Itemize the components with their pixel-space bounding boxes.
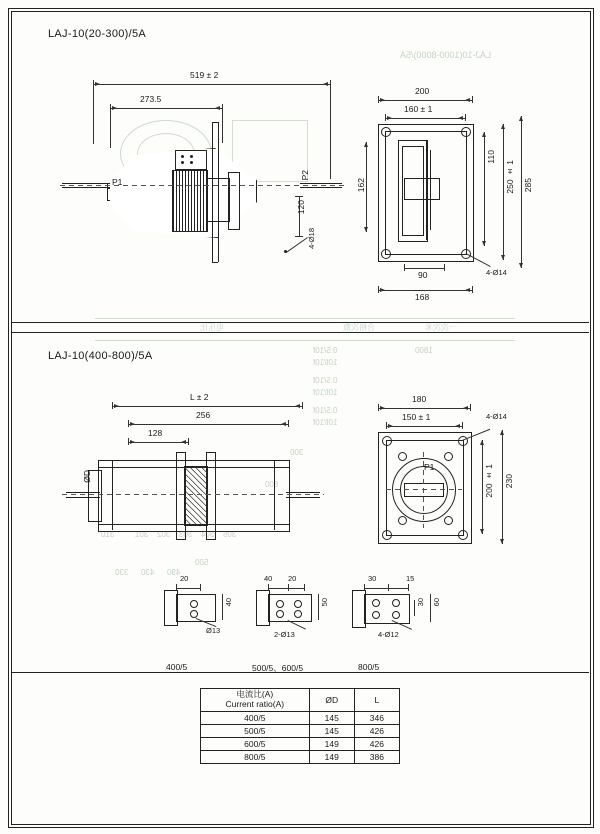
mounting-hole: [381, 249, 391, 259]
detail-c-dim-15: 15: [406, 574, 415, 583]
ghost-table: 一次次米 合格次数 电压比 1800 0.5/10f 10f/10f 0.5/10f 10f/10f 0.5/10f 10f/10f 300 301 302 303 304 305 310 330 430 490 500 600: [95, 318, 515, 638]
detail-c-dim-30b: 30: [416, 598, 425, 607]
spec-table: [200, 688, 400, 764]
dim-160: 160 ± 1: [404, 104, 433, 114]
mounting-hole: [381, 127, 391, 137]
header-ratio-en: Current ratio(A): [225, 698, 285, 709]
dim-110: 110: [486, 150, 496, 164]
winding-hatch: [172, 170, 208, 232]
table-row: [201, 724, 400, 737]
terminal-label-p1-2: P1: [424, 462, 435, 472]
cell-l: 386: [354, 750, 399, 763]
detail-b-hole: 2-Ø13: [274, 630, 295, 639]
dim-90: 90: [418, 270, 428, 280]
detail-b-dim-50: 50: [320, 598, 329, 607]
cell-l: 426: [354, 724, 399, 737]
dim-273-5: 273.5: [140, 94, 162, 104]
mounting-hole: [398, 452, 407, 461]
header-ratio-cn: 电流比(A): [236, 689, 274, 699]
table-row: [201, 711, 400, 724]
ghost-watermark: LAJ-10(1000-8000)/5A: [400, 50, 492, 60]
dim-200: 200: [415, 86, 430, 96]
dim-128: 128: [148, 428, 163, 438]
dim-4-d14-p1: 4-Ø14: [486, 268, 507, 277]
dim-4-d14-p2: 4-Ø14: [486, 412, 507, 421]
cell-d: 149: [309, 750, 354, 763]
dim-162: 162: [356, 178, 366, 193]
dim-OD: ØD: [82, 470, 92, 483]
cell-ratio: 600/5: [201, 737, 310, 750]
detail-c-dim-30: 30: [368, 574, 377, 583]
mounting-flange: [212, 122, 213, 262]
mounting-hole: [398, 516, 407, 525]
mounting-hole: [382, 530, 392, 540]
dim-4-d18: 4-Ø18: [307, 228, 316, 249]
detail-b-caption: 500/5、600/5: [252, 663, 304, 673]
cell-d: 145: [309, 711, 354, 724]
dim-230: 230: [504, 474, 514, 489]
dim-519: 519 ± 2: [190, 70, 219, 80]
cell-ratio: 400/5: [201, 711, 310, 724]
dim-168: 168: [415, 292, 430, 302]
core-window: [404, 483, 444, 497]
mounting-hole: [444, 516, 453, 525]
detail-a-dim-40: 40: [224, 598, 233, 607]
detail-c-dim-60: 60: [432, 598, 441, 607]
dim-120: 120: [296, 200, 306, 215]
cell-l: 346: [354, 711, 399, 724]
dim-180: 180: [412, 394, 427, 404]
core-window: [404, 178, 440, 200]
dim-L: L ± 2: [190, 392, 209, 402]
mounting-hole: [382, 436, 392, 446]
table-row: [201, 737, 400, 750]
detail-a-caption: 400/5: [166, 662, 188, 672]
dim-150: 150 ± 1: [402, 412, 431, 422]
detail-a-dim-20: 20: [180, 574, 189, 583]
detail-c-hole: 4-Ø12: [378, 630, 399, 639]
table-header-row: [201, 689, 400, 712]
panel-2-title: LAJ-10(400-800)/5A: [48, 350, 153, 362]
panel-divider-1: [11, 322, 589, 323]
detail-b-dim-40: 40: [264, 574, 273, 583]
dim-250: 250 ± 1: [505, 160, 515, 194]
terminal-block: [175, 150, 207, 170]
detail-b-dim-20: 20: [288, 574, 297, 583]
panel-divider-2: [11, 332, 589, 333]
header-ratio: [201, 689, 310, 712]
detail-a-hole: Ø13: [206, 626, 221, 635]
mounting-hole: [461, 127, 471, 137]
cell-ratio: 500/5: [201, 724, 310, 737]
dim-285: 285: [523, 178, 533, 193]
header-d: ØD: [309, 689, 354, 712]
dim-256: 256: [196, 410, 211, 420]
mounting-hole: [444, 452, 453, 461]
panel-1-title: LAJ-10(20-300)/5A: [48, 28, 147, 40]
mounting-hole: [458, 530, 468, 540]
terminal-label-p2: P2: [300, 170, 310, 181]
cell-d: 145: [309, 724, 354, 737]
dim-200-2: 200 ± 1: [484, 464, 494, 498]
terminal-label-p1: P1: [112, 177, 123, 187]
detail-c-caption: 800/5: [358, 662, 380, 672]
table-row: [201, 750, 400, 763]
cell-l: 426: [354, 737, 399, 750]
cell-d: 149: [309, 737, 354, 750]
header-l: L: [354, 689, 399, 712]
cell-ratio: 800/5: [201, 750, 310, 763]
